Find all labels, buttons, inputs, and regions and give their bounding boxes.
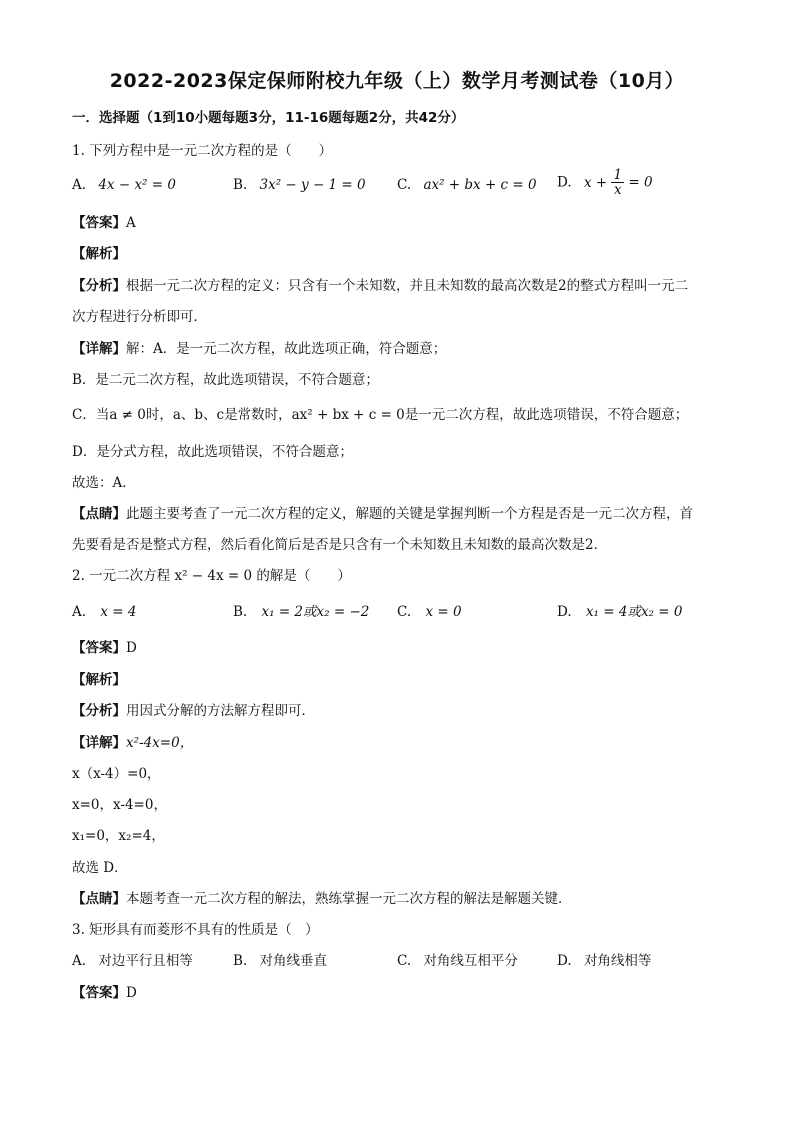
option-label: C.	[397, 604, 412, 620]
option-expr: 4x − x² = 0	[98, 177, 176, 193]
option-text: 对边平行且相等	[98, 953, 193, 969]
section-heading: 一．选择题（1到10小题每题3分，11-16题每题2分，共42分）	[72, 110, 465, 126]
option-label: A.	[72, 604, 87, 620]
q1-option-d	[557, 168, 653, 197]
answer-tag: 【答案】	[72, 640, 126, 656]
q2-detail-line-4: x₁=0，x₂=4，	[72, 828, 165, 844]
detail-text: x²-4x=0，	[126, 735, 194, 751]
page-title: 2022-2023保定保师附校九年级（上）数学月考测试卷（10月）	[109, 70, 685, 92]
comment-tag: 【点睛】	[72, 891, 126, 907]
q2-option-c	[397, 602, 462, 622]
fraction-denominator: x	[613, 182, 622, 198]
q1-fenxi-line-2: 次方程进行分析即可．	[72, 309, 207, 325]
option-label: A.	[72, 953, 87, 969]
q2-comment-line-1	[72, 889, 734, 909]
option-label: A.	[72, 177, 87, 193]
q1-detail-line-4: D．是分式方程，故此选项错误，不符合题意；	[72, 444, 353, 460]
option-text: 对角线互相平分	[423, 953, 518, 969]
option-label: C.	[397, 953, 412, 969]
option-label: C.	[397, 177, 412, 193]
q2-analysis-tag: 【解析】	[72, 672, 126, 688]
q3-answer	[72, 983, 734, 1003]
q1-answer	[72, 213, 734, 233]
q1-detail-line-1	[72, 339, 734, 359]
q2-detail-line-5: 故选 D．	[72, 860, 128, 876]
q2-detail-line-1	[72, 733, 734, 753]
option-label: B.	[233, 177, 248, 193]
q1-comment-line-1	[72, 504, 734, 524]
option-expr: x = 0	[425, 604, 462, 620]
q2-option-b	[233, 602, 369, 622]
q1-comment-line-2: 先要看是否是整式方程，然后看化简后是否是只含有一个未知数且未知数的最高次数是2．	[72, 537, 608, 553]
option-expr: x₁ = 2或x₂ = −2	[261, 604, 370, 620]
fenxi-text: 用因式分解的方法解方程即可．	[126, 703, 315, 719]
fenxi-text: 根据一元二次方程的定义：只含有一个未知数，并且未知数的最高次数是2的整式方程叫一元二	[126, 278, 689, 294]
q1-detail-line-5: 故选：A．	[72, 475, 136, 491]
option-expr: x₁ = 4或x₂ = 0	[585, 604, 683, 620]
q1-detail-line-3: C．当a ≠ 0时，a、b、c是常数时，ax² + bx + c = 0是一元二次方程，故此选项错误，不符合题意；	[72, 407, 689, 423]
option-text: 对角线垂直	[259, 953, 328, 969]
answer-value: A	[126, 215, 136, 231]
q3-option-a	[72, 951, 193, 971]
option-label: B.	[233, 953, 248, 969]
fraction-numerator: 1	[613, 167, 623, 183]
q2-option-a	[72, 602, 136, 622]
q1-option-a	[72, 175, 176, 195]
answer-value: D	[126, 640, 137, 656]
option-expr: 3x² − y − 1 = 0	[259, 177, 366, 193]
option-expr-left: x +	[583, 174, 608, 191]
option-label: D.	[557, 953, 572, 969]
fraction	[611, 168, 624, 197]
q2-fenxi-line-1	[72, 701, 734, 721]
detail-tag: 【详解】	[72, 735, 126, 751]
option-expr: ax² + bx + c = 0	[423, 177, 537, 193]
fenxi-tag: 【分析】	[72, 703, 126, 719]
answer-value: D	[126, 985, 137, 1001]
detail-tag: 【详解】	[72, 341, 126, 357]
option-text: 对角线相等	[583, 953, 652, 969]
comment-tag: 【点睛】	[72, 506, 126, 522]
q2-option-d	[557, 602, 682, 622]
detail-text: 解：A．是一元二次方程，故此选项正确，符合题意；	[126, 341, 447, 357]
q2-answer	[72, 638, 734, 658]
comment-text: 此题主要考查了一元二次方程的定义，解题的关键是掌握判断一个方程是否是一元二次方程，首	[126, 506, 693, 522]
option-label: D.	[557, 604, 572, 620]
comment-text: 本题考查一元二次方程的解法，熟练掌握一元二次方程的解法是解题关键．	[126, 891, 572, 907]
q1-detail-line-2: B．是二元二次方程，故此选项错误，不符合题意；	[72, 372, 379, 388]
question-3-stem: 3. 矩形具有而菱形不具有的性质是（ ）	[72, 922, 319, 938]
answer-tag: 【答案】	[72, 985, 126, 1001]
option-expr: x = 4	[100, 604, 137, 620]
question-2-stem: 2. 一元二次方程 x² − 4x = 0 的解是（ ）	[72, 568, 351, 584]
answer-tag: 【答案】	[72, 215, 126, 231]
q1-option-b	[233, 175, 366, 195]
option-label: D.	[557, 174, 572, 191]
q3-option-c	[397, 951, 518, 971]
q2-detail-line-2: x（x-4）=0，	[72, 766, 161, 782]
option-label: B.	[233, 604, 248, 620]
q3-option-d	[557, 951, 651, 971]
option-expr-right: = 0	[628, 174, 653, 191]
q1-analysis-tag: 【解析】	[72, 246, 126, 262]
q2-detail-line-3: x=0，x-4=0，	[72, 797, 167, 813]
q1-fenxi-line-1	[72, 276, 734, 296]
q1-option-c	[397, 175, 537, 195]
question-1-stem: 1. 下列方程中是一元二次方程的是（ ）	[72, 143, 333, 159]
fenxi-tag: 【分析】	[72, 278, 126, 294]
q3-option-b	[233, 951, 327, 971]
